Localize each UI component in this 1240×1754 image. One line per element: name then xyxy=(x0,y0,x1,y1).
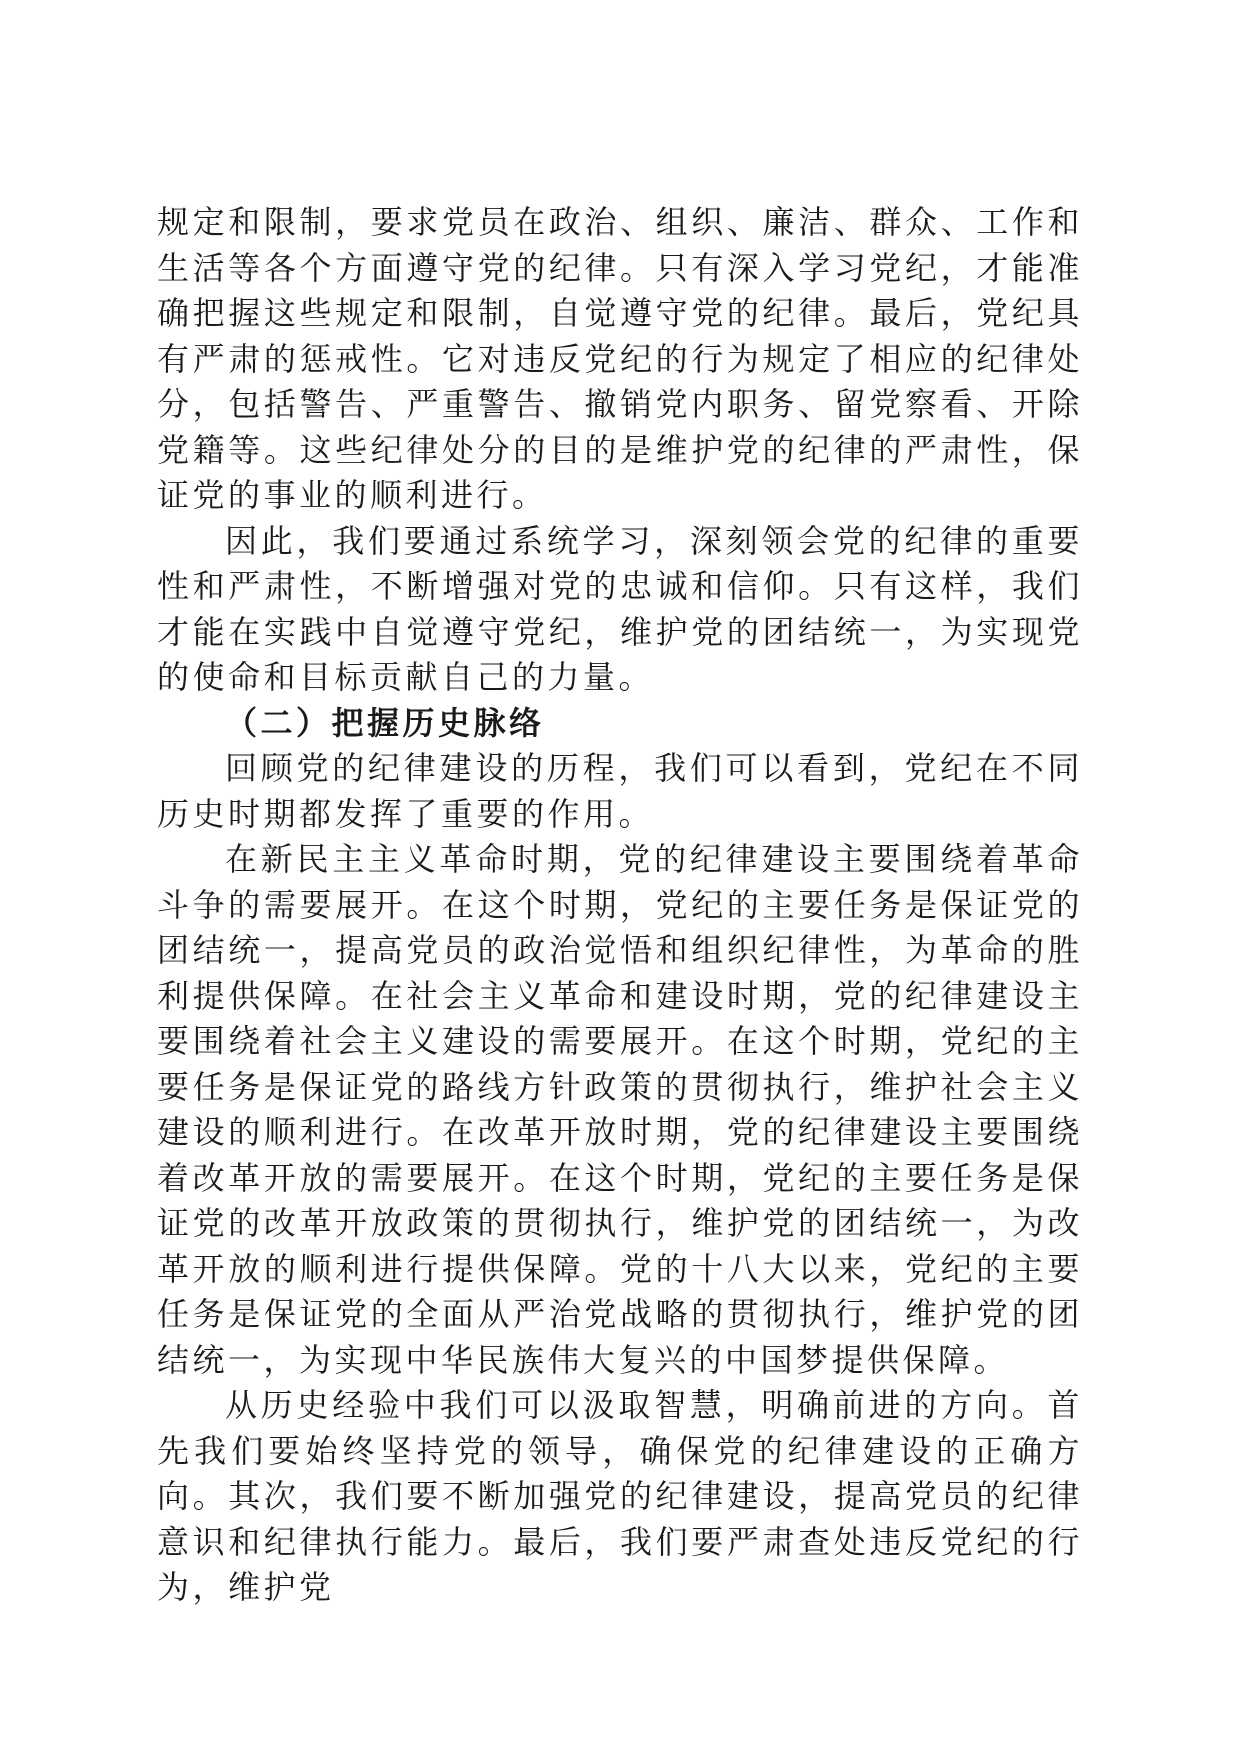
paragraph-lessons: 从历史经验中我们可以汲取智慧，明确前进的方向。首先我们要始终坚持党的领导，确保党的纪律建设的正确方向。其次，我们要不断加强党的纪律建设，提高党员的纪律意识和纪律执行能力。最后，我们要严肃查处违反党纪的行为，维护党 xyxy=(157,1386,1083,1606)
section-heading: （二）把握历史脉络 xyxy=(225,703,545,742)
paragraph-continued: 规定和限制，要求党员在政治、组织、廉洁、群众、工作和生活等各个方面遵守党的纪律。只有深入学习党纪，才能准确把握这些规定和限制，自觉遵守党的纪律。最后，党纪具有严肃的惩戒性。它对违反党纪的行为规定了相应的纪律处分，包括警告、严重警告、撤销党内职务、留党察看、开除党籍等。这些纪律处分的目的是维护党的纪律的严肃性，保证党的事业的顺利进行。 xyxy=(157,203,1083,514)
paragraph-history-periods: 在新民主主义革命时期，党的纪律建设主要围绕着革命斗争的需要展开。在这个时期，党纪的主要任务是保证党的团结统一，提高党员的政治觉悟和组织纪律性，为革命的胜利提供保障。在社会主义革命和建设时期，党的纪律建设主要围绕着社会主义建设的需要展开。在这个时期，党纪的主要任务是保证党的路线方针政策的贯彻执行，维护社会主义建设的顺利进行。在改革开放时期，党的纪律建设主要围绕着改革开放的需要展开。在这个时期，党纪的主要任务是保证党的改革开放政策的贯彻执行，维护党的团结统一，为改革开放的顺利进行提供保障。党的十八大以来，党纪的主要任务是保证党的全面从严治党战略的贯彻执行，维护党的团结统一，为实现中华民族伟大复兴的中国梦提供保障。 xyxy=(157,840,1083,1379)
paragraph-history-intro: 回顾党的纪律建设的历程，我们可以看到，党纪在不同历史时期都发挥了重要的作用。 xyxy=(157,749,1083,833)
paragraph-conclusion: 因此，我们要通过系统学习，深刻领会党的纪律的重要性和严肃性，不断增强对党的忠诚和信仰。只有这样，我们才能在实践中自觉遵守党纪，维护党的团结统一，为实现党的使命和目标贡献自己的力量。 xyxy=(157,521,1083,696)
document-body xyxy=(157,200,1083,1611)
